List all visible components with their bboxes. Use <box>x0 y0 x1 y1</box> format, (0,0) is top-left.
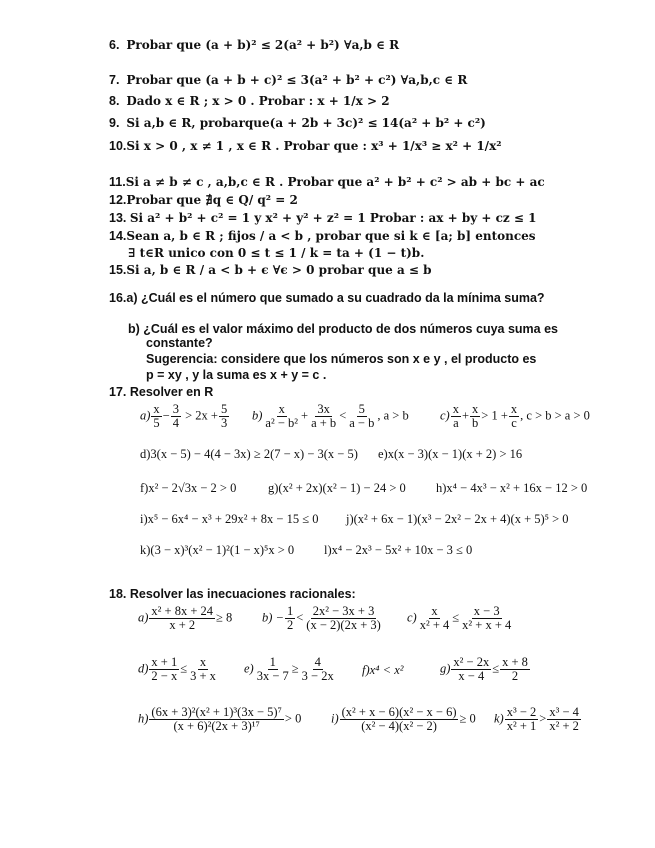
problem-8: 8. Dado x ∈ R ; x > 0 . Probar : x + 1/x > 2 <box>109 94 390 108</box>
ex18-k: k) $\frac{\text{x³ − 2}}{\text{x² + 1}}$ > $\frac{\text{x³ − 4}}{\text{x² + 2}}$ <box>494 705 579 733</box>
ex18-d: d) $\frac{x + 1}{2 - x}$ ≤ $\frac{x}{3 + x}$ <box>138 655 216 683</box>
ex17-e: e)x(x − 3)(x − 1)(x + 2) > 16 <box>378 447 523 461</box>
ex18-i: i) $\frac{\text{(x² + x − 6)(x² − x − 6)}}{\text{(x² − 4)(x² − 2)}}$ ≥ 0 <box>331 705 476 733</box>
problem-18-heading: 18. Resolver las inecuaciones racionales: <box>109 587 356 601</box>
ex17-h: h)x⁴ − 4x³ − x² + 16x − 12 > 0 <box>436 481 588 495</box>
ex17-i: i)x⁵ − 6x⁴ − x³ + 29x² + 8x − 15 ≤ 0 <box>140 512 319 526</box>
ex18-c: c) $\frac{x}{\text{x² + 4}}$ ≤ $\frac{x - 3}{\text{x² + x + 4}}$ <box>407 604 512 632</box>
ex18-b: b) − $\frac{1}{2}$ < $\frac{\text{2x² − 3x + 3}}{(x - 2)(2x + 3)}$ <box>262 604 381 632</box>
ex17-c: c) $\frac{x}{a}$ + $\frac{x}{b}$ > 1 + $\frac{x}{c}$ , c > b > a > 0 <box>440 402 590 430</box>
ex18-h: h) $\frac{\text{(6x + 3)²(x² + 1)³(3x − 5)⁷}}{\text{(x + 6)²(2x + 3)¹⁷}}$ > 0 <box>138 705 302 733</box>
ex17-j: j)(x² + 6x − 1)(x³ − 2x² − 2x + 4)(x + 5)⁵ > 0 <box>346 512 569 526</box>
problem-17-heading: 17. Resolver en R <box>109 385 214 399</box>
problem-12: 12.Probar que ∄q ∈ Q/ q² = 2 <box>109 193 298 207</box>
ex17-a: a) $\frac{x}{5}$ − $\frac{3}{4}$ > 2x + $\frac{5}{3}$ <box>140 402 228 430</box>
problem-6: 6. Probar que (a + b)² ≤ 2(a² + b²) ∀a,b ∈ R <box>109 38 400 52</box>
ex17-g: g)(x² + 2x)(x² − 1) − 24 > 0 <box>268 481 406 495</box>
ex17-k: k)(3 − x)³(x² − 1)²(1 − x)⁵x > 0 <box>140 543 295 557</box>
ex17-d: d)3(x − 5) − 4(4 − 3x) ≥ 2(7 − x) − 3(x − 5) <box>140 447 358 461</box>
ex18-f: f)x⁴ < x² <box>362 663 404 677</box>
ex18-g: g) $\frac{\text{x² − 2x}}{x - 4}$ ≤ $\frac{x + 8}{2}$ <box>440 655 528 683</box>
problem-15: 15.Si a, b ∈ R / a < b + ϵ ∀ϵ > 0 probar que a ≤ b <box>109 263 432 277</box>
problem-16b-hint2: p = xy , y la suma es x + y = c . <box>146 368 327 382</box>
problem-10: 10.Si x > 0 , x ≠ 1 , x ∈ R . Probar que : x³ + 1/x³ ≥ x² + 1/x² <box>109 139 502 153</box>
problem-16b-line1: b) ¿Cuál es el valor máximo del producto de dos números cuya suma es <box>128 322 558 336</box>
problem-9: 9. Si a,b ∈ R, probarque(a + 2b + 3c)² ≤ 14(a² + b² + c²) <box>109 116 486 130</box>
problem-16a: 16.a) ¿Cuál es el número que sumado a su cuadrado da la mínima suma? <box>109 291 545 305</box>
ex17-f: f)x² − 2√3x − 2 > 0 <box>140 481 237 495</box>
ex17-b: b) $\frac{x}{\text{a² − b²}}$ + $\frac{3x}{a + b}$ < $\frac{5}{a - b}$ , a > b <box>252 402 409 430</box>
problem-16b-hint: Sugerencia: considere que los números son x e y , el producto es <box>146 352 537 366</box>
problem-14-continued: ∃ t∈R unico con 0 ≤ t ≤ 1 / k = ta + (1 − t)b. <box>128 246 425 260</box>
ex17-l: l)x⁴ − 2x³ − 5x² + 10x − 3 ≤ 0 <box>324 543 473 557</box>
problem-7: 7. Probar que (a + b + c)² ≤ 3(a² + b² + c²) ∀a,b,c ∈ R <box>109 73 468 87</box>
ex18-a: a) $\frac{\text{x² + 8x + 24}}{x + 2}$ ≥ 8 <box>138 604 233 632</box>
problem-16b-line2: constante? <box>146 336 213 350</box>
problem-11: 11.Si a ≠ b ≠ c , a,b,c ∈ R . Probar que a² + b² + c² > ab + bc + ac <box>109 175 545 189</box>
problem-13: 13. Si a² + b² + c² = 1 y x² + y² + z² = 1 Probar : ax + by + cz ≤ 1 <box>109 211 537 225</box>
problem-14: 14.Sean a, b ∈ R ; fijos / a < b , probar que si k ∈ [a; b] entonces <box>109 229 536 243</box>
ex18-e: e) $\frac{1}{3x - 7}$ ≥ $\frac{4}{3 - 2x}$ <box>244 655 334 683</box>
